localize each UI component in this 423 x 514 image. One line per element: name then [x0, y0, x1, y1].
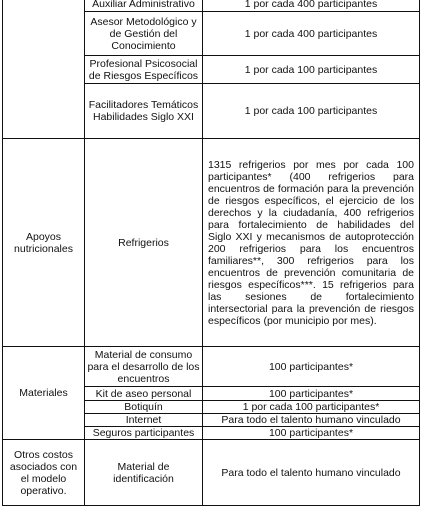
item-cell: Auxiliar Administrativo	[85, 0, 203, 12]
value-cell: 100 participantes*	[203, 347, 420, 387]
value-cell: 1 por cada 100 participantes	[203, 84, 420, 139]
item-cell: Asesor Metodológico y de Gestión del Conocimiento	[85, 12, 203, 56]
item-cell: Refrigerios	[85, 139, 203, 347]
cost-table	[2, 0, 420, 506]
category-cell: Apoyos nutricionales	[3, 139, 85, 347]
value-cell: 1315 refrigerios por mes por cada 100 participantes* (400 refrigerios para encuentros de formación para la prevención de riesgos específicos, el ejercicio de los derechos y la ciudadanía, 400 refrigerios para fortalecimiento de habilidades del Siglo XXI y mecanismos de autoprotección 200 refrigerios para los encuentros familiares**, 300 refrigerios para los encuentros de prevención comunitaria de riesgos específicos***. 15 refrigerios para las sesiones de fortalecimiento intersectorial para la prevención de riesgos específicos (por municipio por mes).	[203, 139, 420, 347]
table-row	[3, 440, 420, 506]
item-cell: Botiquín	[85, 401, 203, 414]
item-cell: Material de identificación	[85, 440, 203, 506]
table-row	[3, 0, 420, 12]
value-cell: 1 por cada 400 participantes	[203, 0, 420, 12]
category-cell: Otros costos asociados con el modelo operativo.	[3, 440, 85, 506]
item-cell: Internet	[85, 414, 203, 427]
item-cell: Facilitadores Temáticos Habilidades Siglo XXI	[85, 84, 203, 139]
value-cell: Para todo el talento humano vinculado	[203, 414, 420, 427]
value-cell: Para todo el talento humano vinculado	[203, 440, 420, 506]
category-cell: Materiales	[3, 347, 85, 440]
table-row	[3, 139, 420, 347]
value-cell: 100 participantes*	[203, 387, 420, 401]
value-cell: 1 por cada 100 participantes	[203, 56, 420, 84]
table-row	[3, 347, 420, 387]
item-cell: Profesional Psicosocial de Riesgos Específicos	[85, 56, 203, 84]
item-cell: Material de consumo para el desarrollo de los encuentros	[85, 347, 203, 387]
item-cell: Seguros participantes	[85, 427, 203, 440]
item-cell: Kit de aseo personal	[85, 387, 203, 401]
value-cell: 1 por cada 100 participantes*	[203, 401, 420, 414]
category-cell-empty	[3, 0, 85, 139]
value-cell: 1 por cada 400 participantes	[203, 12, 420, 56]
value-cell: 100 participantes*	[203, 427, 420, 440]
